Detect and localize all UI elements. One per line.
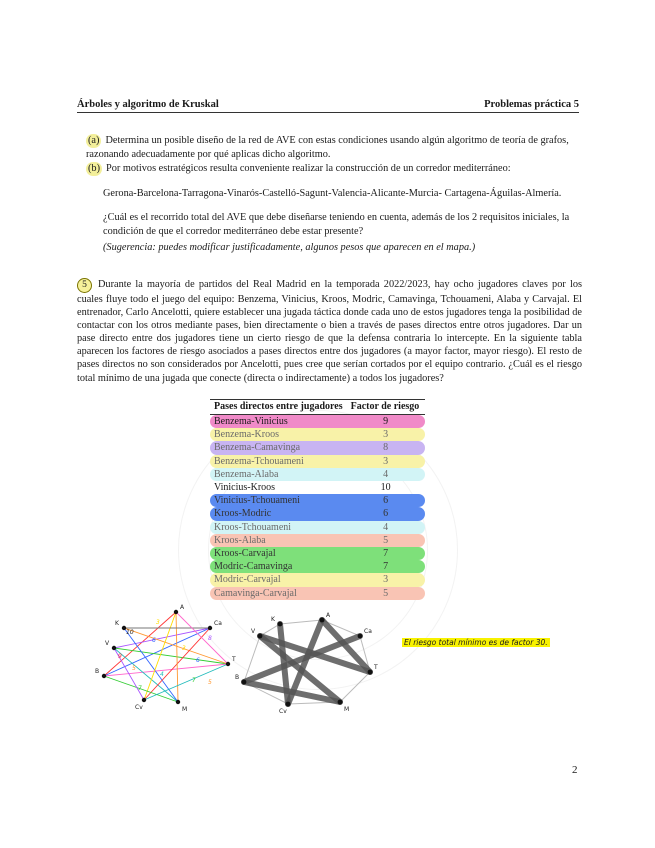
node-label: M <box>182 706 188 713</box>
node-label: K <box>115 620 119 627</box>
risk-cell: 6 <box>347 507 425 520</box>
node-label: V <box>105 640 110 647</box>
graph-edge <box>114 648 228 664</box>
risk-cell: 7 <box>347 560 425 573</box>
pair-cell: Benzema-Kroos <box>210 428 347 441</box>
item-b-text: Por motivos estratégicos resulta conveniente realizar la construcción de un corredor mediterráneo: <box>106 163 511 174</box>
pair-cell: Modric-Carvajal <box>210 573 347 586</box>
graph-node <box>242 680 247 685</box>
edge-weight: 8 <box>208 635 212 642</box>
header-rule <box>77 112 579 113</box>
edge-weight: 3 <box>156 619 160 626</box>
pair-cell: Benzema-Alaba <box>210 468 347 481</box>
header-section: Problemas práctica 5 <box>484 99 579 110</box>
edge-weight: 5 <box>132 665 136 672</box>
graph-node <box>258 634 263 639</box>
graph-node <box>278 622 283 627</box>
pair-cell: Kroos-Carvajal <box>210 547 347 560</box>
node-label: B <box>235 674 240 681</box>
item-a-label: (a) <box>88 135 100 146</box>
pair-cell: Benzema-Camavinga <box>210 441 347 454</box>
risk-cell: 3 <box>347 428 425 441</box>
graph-edge <box>144 664 228 700</box>
sketch-graph-colored <box>96 604 246 714</box>
table-row <box>210 573 425 586</box>
risk-cell: 3 <box>347 455 425 468</box>
edge-weight: 5 <box>208 679 212 686</box>
node-label: V <box>251 628 256 635</box>
edge-weight: 7 <box>192 677 196 684</box>
risk-cell: 10 <box>380 482 391 494</box>
edge-weight: 10 <box>126 629 134 636</box>
problem-text: Durante la mayoría de partidos del Real Madrid en la temporada 2022/2023, hay ocho jugadores claves por los cuales fluye todo el juego del equipo: Benzema, Vinicius, Kroos, Modric, Camavinga, Tchouameni, Alaba y Carvajal. El entrenador, Carlo Ancelotti, quiere establecer una jugada táctica donde cada uno de estos jugadores tenga la posibilidad de contactar con los otros mediante pases, bien directamente o bien a través de pases directos entre otros jugadores. Dar un pase directo entre dos jugadores tiene un cierto riesgo de que la defensa contraria lo intercepte. En la siguiente tabla aparecen los factores de riesgo asociados a pases directos entre dos jugadores (a mayor factor, mayor riesgo). El resto de pases directos no son considerados por Ancelotti, pues cree que serían cortados por el equipo contrario. ¿Cuál es el riesgo total mínimo de una jugada que conecte (directa o indirectamente) a todos los jugadores? <box>77 279 582 384</box>
table-header-pairs: Pases directos entre jugadores <box>210 399 347 415</box>
graph-node <box>176 700 180 704</box>
table-row <box>210 587 425 600</box>
table-header-row <box>210 399 425 415</box>
edge-weight: 6 <box>196 657 200 664</box>
item-a <box>86 134 586 162</box>
table-row <box>210 415 425 428</box>
node-label: T <box>232 656 236 663</box>
edge-weight: 9 <box>118 653 122 660</box>
pair-cell: Vinicius-Tchouameni <box>210 494 347 507</box>
table-row <box>210 455 425 468</box>
table-row <box>210 521 425 534</box>
node-label: A <box>326 612 331 619</box>
header-title: Árboles y algoritmo de Kruskal <box>77 99 219 110</box>
graph-node <box>368 670 373 675</box>
edge-weight: 3 <box>182 645 186 652</box>
handwritten-note: El riesgo total mínimo es de factor 30. <box>404 638 548 647</box>
risk-cell: 4 <box>347 468 425 481</box>
node-label: A <box>180 604 185 611</box>
table-row <box>210 560 425 573</box>
sketch-graph-mst <box>236 606 382 716</box>
edge-weight: 6 <box>152 637 156 644</box>
edge-weight: 4 <box>160 671 164 678</box>
corridor-list: Gerona-Barcelona-Tarragona-Vinarós-Castelló-Sagunt-Valencia-Alicante-Murcia- Cartagena-Águilas-Almería. <box>103 188 562 199</box>
risk-cell: 9 <box>347 415 425 428</box>
table-row <box>210 441 425 454</box>
table-row <box>210 534 425 547</box>
table-row <box>210 494 425 507</box>
table-row <box>210 547 425 560</box>
graph-node <box>208 626 212 630</box>
table-row <box>210 481 425 494</box>
risk-cell: 7 <box>347 547 425 560</box>
risk-cell: 3 <box>347 573 425 586</box>
graph-node <box>286 702 291 707</box>
graph-node <box>174 610 178 614</box>
pair-cell: Kroos-Alaba <box>210 534 347 547</box>
node-label: T <box>374 664 378 671</box>
risk-table <box>210 399 425 600</box>
problem-5 <box>77 278 582 385</box>
pair-cell: Benzema-Tchouameni <box>210 455 347 468</box>
pair-cell: Vinicius-Kroos <box>214 482 276 494</box>
table-header-risk: Factor de riesgo <box>347 399 425 415</box>
table-row <box>210 428 425 441</box>
graph-node <box>142 698 146 702</box>
question-text: ¿Cuál es el recorrido total del AVE que debe diseñarse teniendo en cuenta, además de los 2 requisitos iniciales, la condición de que el corredor mediterráneo debe estar presente? <box>103 212 570 237</box>
node-label: K <box>271 616 275 623</box>
node-label: Ca <box>214 620 222 627</box>
pair-cell: Benzema-Vinicius <box>210 415 347 428</box>
graph-node <box>112 646 116 650</box>
graph-node <box>338 700 343 705</box>
graph-edge <box>124 628 228 664</box>
node-label: Cv <box>279 708 287 715</box>
node-label: B <box>95 668 100 675</box>
item-a-text: Determina un posible diseño de la red de AVE con estas condiciones usando algún algoritmo de teoría de grafos, razonando adecuadamente por qué aplicas dicho algoritmo. <box>86 135 569 160</box>
table-row <box>210 507 425 520</box>
node-label: M <box>344 706 350 713</box>
hint-text: (Sugerencia: puedes modificar justificadamente, algunos pesos que aparecen en el mapa.) <box>103 242 476 253</box>
graph-edge <box>104 664 228 676</box>
page-number: 2 <box>572 764 578 776</box>
risk-cell: 5 <box>347 587 425 600</box>
node-label: Ca <box>364 628 372 635</box>
pair-cell: Camavinga-Carvajal <box>210 587 347 600</box>
graph-node <box>102 674 106 678</box>
node-label: Cv <box>135 704 143 711</box>
edge-weight: 7 <box>138 685 142 692</box>
pair-cell: Kroos-Tchouameni <box>210 521 347 534</box>
problem-number: 5 <box>77 278 92 293</box>
item-b-label: (b) <box>88 163 101 174</box>
graph-node <box>122 626 126 630</box>
risk-cell: 8 <box>347 441 425 454</box>
graph-node <box>358 634 363 639</box>
graph-node <box>226 662 230 666</box>
risk-cell: 5 <box>347 534 425 547</box>
pair-cell: Kroos-Modric <box>210 507 347 520</box>
graph-node <box>320 618 325 623</box>
item-b <box>86 162 586 176</box>
pair-cell: Modric-Camavinga <box>210 560 347 573</box>
risk-cell: 4 <box>347 521 425 534</box>
table-row <box>210 468 425 481</box>
risk-cell: 6 <box>347 494 425 507</box>
